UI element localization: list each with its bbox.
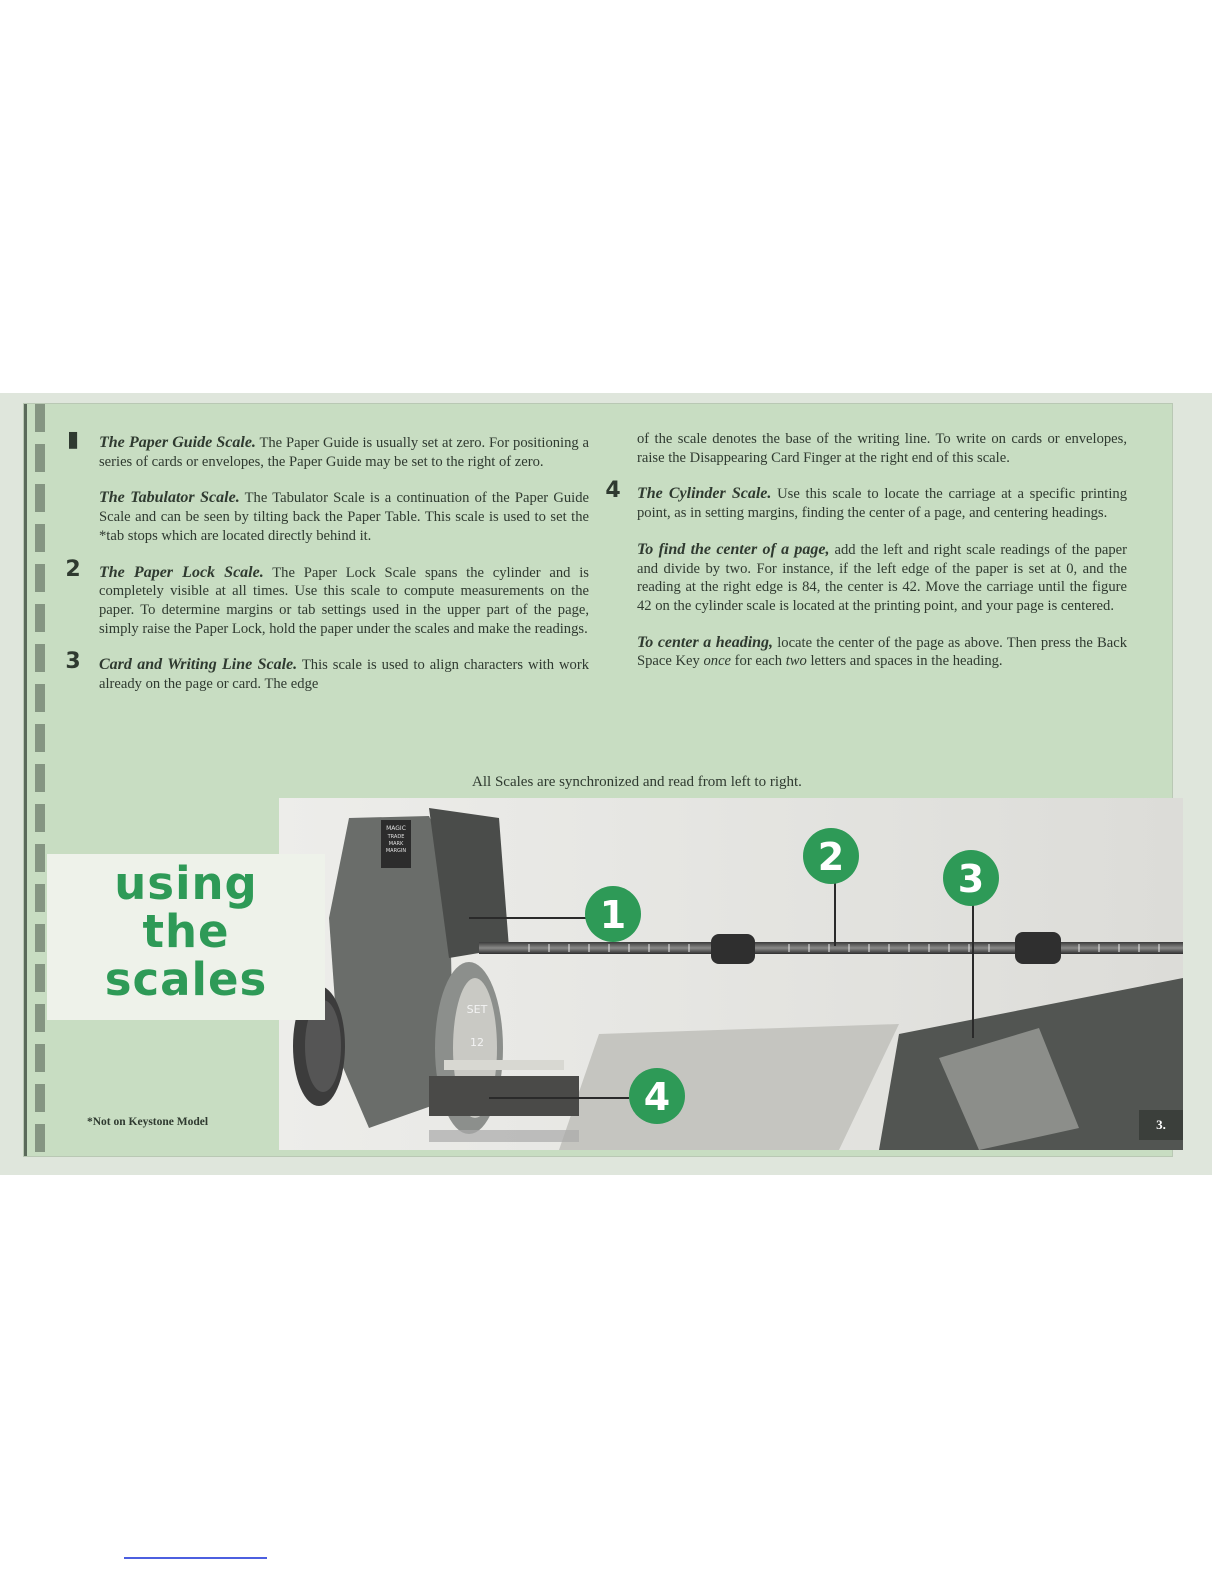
section-tabulator [99, 489, 589, 545]
link-underline[interactable] [124, 1557, 267, 1559]
callout-number-3: 3 [957, 857, 985, 901]
machine-label-2: TRADE [387, 834, 405, 840]
manual-page-spread [24, 404, 1172, 1156]
section-title: The Cylinder Scale. [637, 485, 772, 503]
emphasis-two: two [785, 653, 807, 670]
binding-edge [35, 404, 45, 1156]
section-text: Use this scale to locate the carriage at a specific printing point, as in setting margins, finding the center of a page, and centering headings. [637, 486, 1127, 522]
section-text: The Paper Guide is usually set at zero. For positioning a series of cards or envelopes, the Paper Guide may be set to the right of zero. [99, 435, 590, 470]
emphasis-once: once [703, 653, 732, 670]
title-word-using: using [114, 857, 258, 910]
machine-label-3: MARK [388, 841, 404, 847]
sync-note: All Scales are synchronized and read from left to right. [472, 774, 802, 790]
section-text: This scale is used to align characters with work already on the page or card. The edge [99, 657, 589, 693]
callout-number-1: 1 [599, 893, 627, 937]
title-word-scales: scales [104, 953, 268, 1006]
paragraph-text: locate the center of the page as above. Then press the Back Space Key [637, 634, 1127, 670]
page-title [47, 857, 325, 1006]
section-card-writing-line [65, 649, 589, 693]
section-number-4: 4 [605, 478, 621, 504]
left-text-column [65, 427, 590, 712]
paragraph-text: add the left and right scale readings of the paper and divide by two. For instance, if the left edge of the paper is set at 0, and the reading at the right edge is 84, the center is 42. Move the carriage until the figure 42 on the cylinder scale is located at the printing point, and your page is centered. [637, 541, 1127, 614]
section-paper-guide [66, 427, 590, 471]
section-number-3: 3 [65, 649, 81, 675]
right-text-column [605, 430, 1127, 689]
machine-label-4: MARGIN [385, 848, 407, 854]
section-number-2: 2 [65, 556, 81, 582]
dial-label-12: 12 [470, 1036, 484, 1049]
continuation-text: of the scale denotes the base of the writing line. To write on cards or envelopes, raise the Disappearing Card Finger at the right end of this scale. [637, 431, 1127, 466]
title-word-the: the [142, 905, 230, 958]
typewriter-photo [279, 798, 1183, 1150]
section-paper-lock [65, 556, 589, 639]
title-panel [47, 854, 325, 1020]
section-title: The Paper Guide Scale. [99, 434, 256, 451]
section-text: The Tabulator Scale is a continuation of the Paper Guide Scale and can be seen by tilting back the Paper Table. This scale is used to set the *tab stops which are located directly behind it. [99, 490, 589, 544]
section-text: The Paper Lock Scale spans the cylinder and is completely visible at all times. Use this scale to compute measurements on the paper. To determine margins or tab settings used in the upper part of the page, simply raise the Paper Lock, hold the paper under the scales and make the readings. [99, 564, 589, 637]
callout-1 [585, 886, 641, 942]
footnote: *Not on Keystone Model [87, 1116, 209, 1128]
callout-2 [803, 828, 859, 884]
machine-label-1: MAGIC [386, 825, 406, 832]
page-number: 3. [1139, 1110, 1183, 1140]
paragraph-text: letters and spaces in the heading. [806, 653, 1003, 670]
callout-3 [943, 850, 999, 906]
section-cylinder [605, 478, 1127, 522]
callout-number-4: 4 [643, 1075, 671, 1119]
typewriter-illustration [279, 798, 1183, 1150]
callout-4 [629, 1068, 685, 1124]
paragraph-text: for each [731, 653, 786, 670]
section-title: The Tabulator Scale. [99, 489, 240, 507]
section-number-1: ▮ [66, 427, 80, 452]
paragraph-title: To find the center of a page, [637, 540, 830, 558]
center-heading-paragraph [637, 634, 1127, 671]
section-title: Card and Writing Line Scale. [99, 656, 298, 674]
section-title: The Paper Lock Scale. [99, 563, 264, 581]
dial-label-set: SET [466, 1003, 488, 1016]
center-page-paragraph [637, 541, 1127, 616]
paragraph-title: To center a heading, [637, 633, 774, 651]
callout-number-2: 2 [817, 835, 845, 879]
